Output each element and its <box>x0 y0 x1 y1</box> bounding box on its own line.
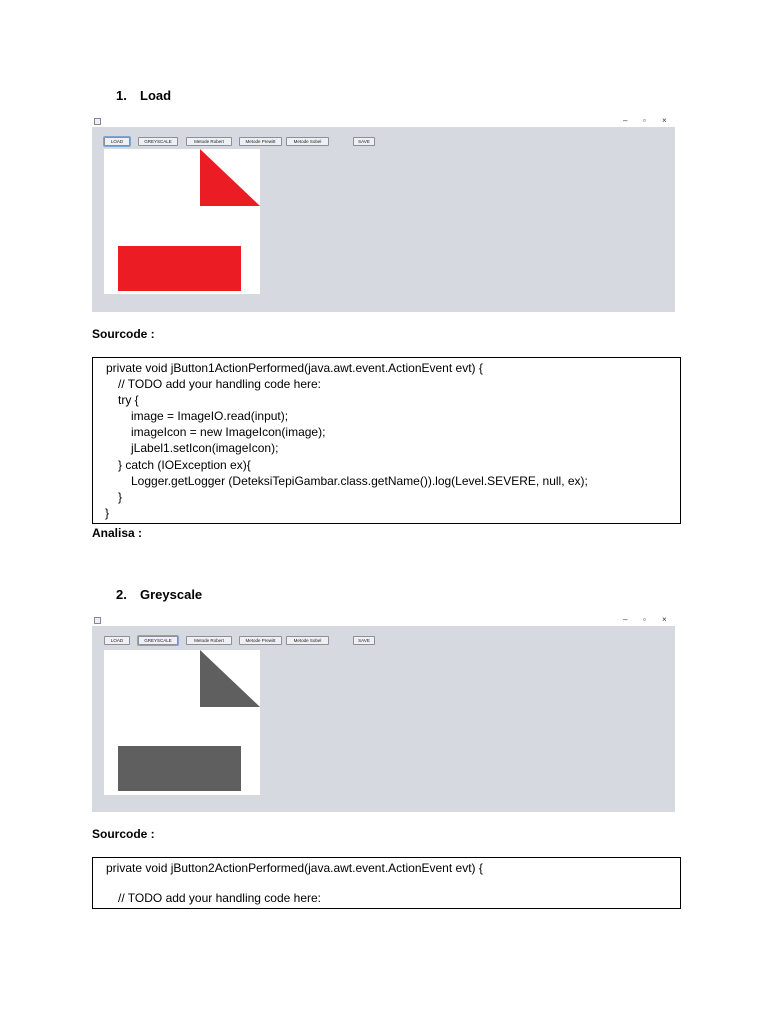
triangle-shape <box>200 149 260 206</box>
window-content <box>92 127 675 312</box>
sourcecode-label: Sourcode : <box>92 827 155 841</box>
save-button[interactable]: SAVE <box>353 137 375 146</box>
prewitt-button[interactable]: Metode Prewitt <box>239 636 282 645</box>
robert-button[interactable]: Metode Robert <box>186 636 232 645</box>
save-button[interactable]: SAVE <box>353 636 375 645</box>
code-line: image = ImageIO.read(input); <box>131 409 289 423</box>
app-window-load <box>92 117 675 312</box>
section-heading-greyscale <box>116 587 202 602</box>
minimize-icon[interactable]: – <box>623 615 628 624</box>
code-line: try { <box>118 393 139 407</box>
code-line: Logger.getLogger (DeteksiTepiGambar.class.getName()).log(Level.SEVERE, null, ex); <box>131 474 588 488</box>
load-button[interactable]: LOAD <box>104 636 130 645</box>
greyscale-button[interactable]: GREYSCALE <box>138 636 178 645</box>
section-heading-load <box>116 88 171 103</box>
code-line: } <box>118 490 123 504</box>
code-line: // TODO add your handling code here: <box>118 377 322 391</box>
app-window-greyscale <box>92 616 675 812</box>
close-icon[interactable]: × <box>662 615 667 624</box>
maximize-icon[interactable]: ▫ <box>643 615 646 624</box>
code-line: private void jButton2ActionPerformed(java.awt.event.ActionEvent evt) { <box>106 861 483 875</box>
code-line: private void jButton1ActionPerformed(java.awt.event.ActionEvent evt) { <box>106 361 483 375</box>
minimize-icon[interactable]: – <box>623 116 628 125</box>
section-title: Greyscale <box>140 587 203 602</box>
greyscale-button[interactable]: GREYSCALE <box>138 137 178 146</box>
section-title: Load <box>140 88 172 103</box>
code-line: } catch (IOException ex){ <box>118 458 251 472</box>
code-line: jLabel1.setIcon(imageIcon); <box>131 441 279 455</box>
sourcecode-label: Sourcode : <box>92 327 155 341</box>
section-number: 1. <box>116 88 127 103</box>
triangle-shape <box>200 650 260 707</box>
prewitt-button[interactable]: Metode Prewitt <box>239 137 282 146</box>
java-app-icon <box>94 617 101 624</box>
image-display <box>104 149 260 294</box>
rectangle-shape <box>118 746 241 791</box>
close-icon[interactable]: × <box>662 116 667 125</box>
sobel-button[interactable]: Metode Sobel <box>286 636 329 645</box>
image-display <box>104 650 260 795</box>
code-line: // TODO add your handling code here: <box>118 891 322 905</box>
load-button[interactable]: LOAD <box>104 137 130 146</box>
code-box-greyscale <box>92 857 681 909</box>
section-number: 2. <box>116 587 127 602</box>
code-line: } <box>105 506 110 520</box>
sobel-button[interactable]: Metode Sobel <box>286 137 329 146</box>
window-titlebar <box>92 616 675 626</box>
java-app-icon <box>94 118 101 125</box>
code-box-load <box>92 357 681 524</box>
window-titlebar <box>92 117 675 127</box>
window-content <box>92 626 675 812</box>
analisa-label: Analisa : <box>92 526 143 540</box>
robert-button[interactable]: Metode Robert <box>186 137 232 146</box>
rectangle-shape <box>118 246 241 291</box>
code-line: imageIcon = new ImageIcon(image); <box>131 425 326 439</box>
maximize-icon[interactable]: ▫ <box>643 116 646 125</box>
